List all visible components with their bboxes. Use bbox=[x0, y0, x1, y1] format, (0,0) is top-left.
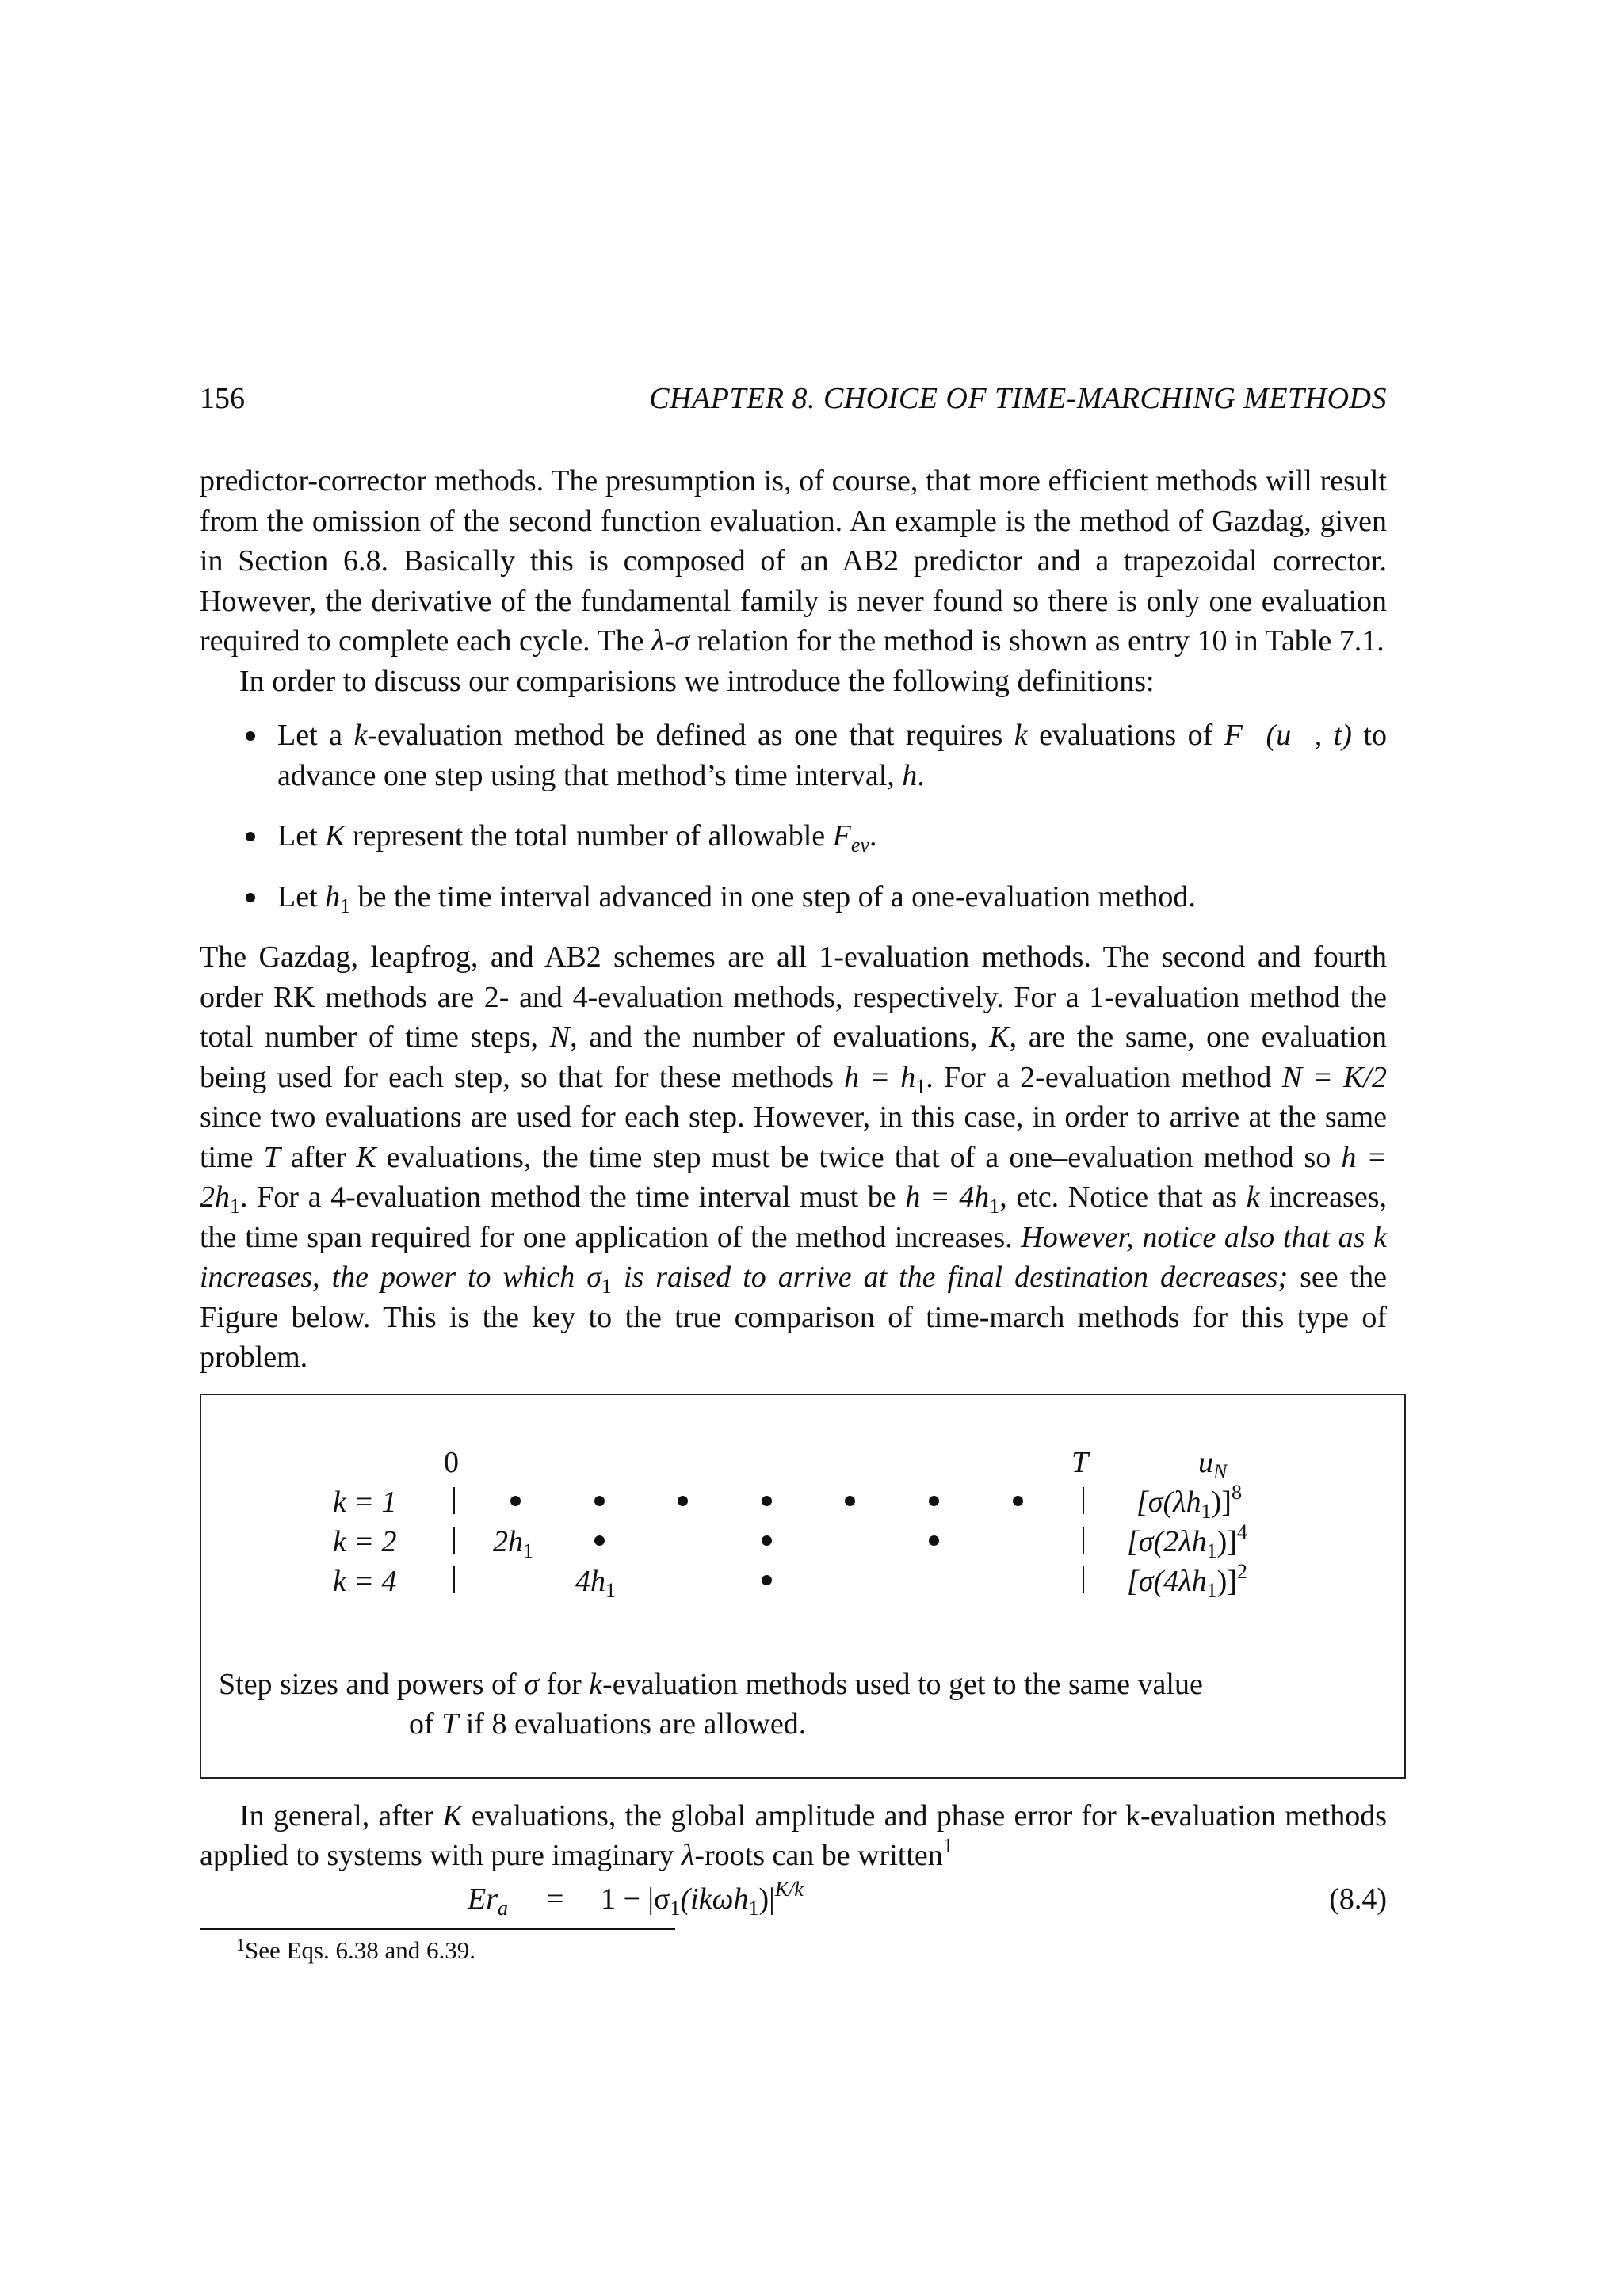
equation-equals: = bbox=[547, 1882, 564, 1916]
footnote: $^1$See Eqs. 6.38 and 6.39. bbox=[236, 1934, 476, 1964]
time-T-label: T bbox=[1071, 1445, 1089, 1479]
row-label-k1: k = 1 bbox=[333, 1485, 397, 1519]
result-k4: $[\sigma(4\lambda h_1)]^2$ bbox=[1127, 1559, 1247, 1602]
definitions-list bbox=[200, 715, 1387, 917]
paragraph-4: In general, after K evaluations, the global amplitude and phase error for k-evaluation methods applied to systems with pure imaginary λ-roots can be written$^1$ bbox=[200, 1798, 1387, 1872]
page-body bbox=[200, 379, 1387, 1966]
list-item: Let a k-evaluation method be defined as one that requires k evaluations of F⃗(u⃗, t) to advance one step using that method’s time interval, h. bbox=[277, 715, 1387, 795]
end-bar bbox=[1083, 1487, 1084, 1514]
chapter-title: CHAPTER 8. CHOICE OF TIME-MARCHING METHODS bbox=[649, 382, 1387, 415]
end-bar bbox=[1083, 1566, 1084, 1593]
equation-lhs: $Er_a$ bbox=[468, 1882, 508, 1920]
footnote-rule bbox=[200, 1928, 675, 1930]
step-size-2h1: $2h_1$ bbox=[493, 1524, 533, 1562]
equation-8-4 bbox=[200, 1879, 1387, 1924]
step-dot bbox=[929, 1535, 939, 1546]
step-dot bbox=[594, 1535, 605, 1546]
paragraph-1: predictor-corrector methods. The presumption is, of course, that more efficient methods will result from the omission of the second function evaluation. An example is the method of Gazdag, given in Section 6.8. Basically this is composed of an AB2 predictor and a trapezoidal corrector. However, the derivative of the fundamental family is never found so there is only one evaluation required to complete each cycle. The λ-σ relation for the method is shown as entry 10 in Table 7.1. bbox=[200, 464, 1387, 658]
paragraph-2: In order to discuss our comparisions we introduce the following definitions: bbox=[239, 664, 1155, 698]
equation-rhs: $1 - |\sigma_1(ik\omega h_1)|^{K/k}$ bbox=[601, 1877, 804, 1920]
paragraph-3: The Gazdag, leapfrog, and AB2 schemes are all 1-evaluation methods. The second and fourth order RK methods are 2- and 4-evaluation methods, respectively. For a 1-evaluation method the total number of time steps, N, and the number of evaluations, K, are the same, one evaluation being used for each step, so that for these methods $h = h_1$. For a 2-evaluation method N = K/2 since two evaluations are used for each step. However, in this case, in order to arrive at the same time T after K evaluations, the time step must be twice that of a one–evaluation method so $h = 2h_1$. For a 4-evaluation method the time interval must be $h = 4h_1$, etc. Notice that as k increases, the time span required for one application of the method increases. However, notice also that as k increases, the power to which $\sigma_1$ is raised to arrive at the final destination decreases; see the Figure below. This is the key to the true comparison of time-march methods for this type of problem. bbox=[200, 940, 1387, 1374]
step-dot bbox=[510, 1496, 521, 1506]
result-k2: $[\sigma(2\lambda h_1)]^4$ bbox=[1127, 1520, 1247, 1562]
step-dot bbox=[845, 1496, 855, 1506]
footnote-ref: 1 bbox=[942, 1834, 953, 1857]
start-bar bbox=[453, 1566, 455, 1593]
time-zero-label: 0 bbox=[444, 1445, 459, 1479]
row-label-k4: k = 4 bbox=[333, 1564, 397, 1598]
step-dot bbox=[762, 1496, 772, 1506]
figure-caption: Step sizes and powers of σ for k-evaluation methods used to get to the same value of T if 8 evaluations are allowed. bbox=[219, 1667, 1203, 1741]
start-bar bbox=[453, 1487, 455, 1514]
row-label-k2: k = 2 bbox=[333, 1524, 397, 1558]
step-dot bbox=[1013, 1496, 1023, 1506]
step-dot bbox=[678, 1496, 688, 1506]
result-header: $u_N$ bbox=[1198, 1445, 1228, 1483]
equation-number: (8.4) bbox=[1329, 1882, 1387, 1916]
page-number: 156 bbox=[200, 382, 245, 415]
running-head bbox=[200, 379, 1387, 423]
list-item: Let $h_1$ be the time interval advanced in one step of a one-evaluation method. bbox=[277, 877, 1387, 917]
start-bar bbox=[453, 1527, 455, 1554]
step-size-4h1: $4h_1$ bbox=[575, 1564, 616, 1602]
step-size-figure bbox=[200, 1394, 1406, 1779]
step-dot bbox=[594, 1496, 605, 1506]
step-dot bbox=[929, 1496, 939, 1506]
result-k1: $[\sigma(\lambda h_1)]^8$ bbox=[1136, 1480, 1242, 1523]
step-dot bbox=[762, 1535, 772, 1546]
step-dot bbox=[762, 1575, 772, 1585]
list-item: Let K represent the total number of allowable $F_{ev}$. bbox=[277, 816, 1387, 856]
end-bar bbox=[1083, 1527, 1084, 1554]
